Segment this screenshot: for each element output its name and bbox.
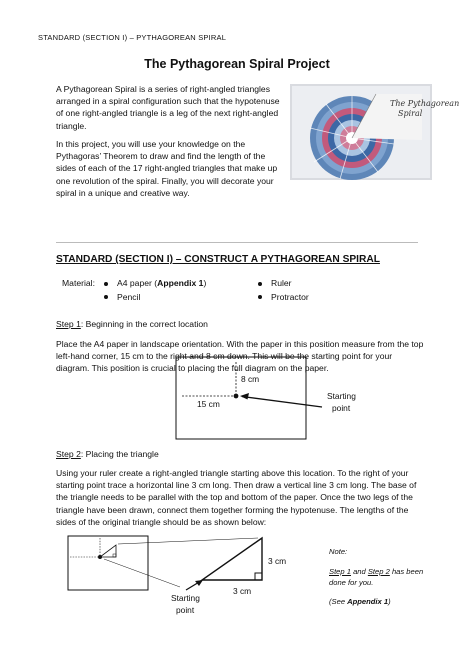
small-triangle: [100, 545, 116, 557]
note-title: Note:: [329, 547, 348, 556]
zoom-line-lower: [104, 559, 180, 587]
diagram-1-start-label-line-2: point: [332, 403, 351, 413]
material-item-protractor: Protractor: [258, 291, 309, 305]
intro-paragraph-1: A Pythagorean Spiral is a series of right-angled triangles arranged in a spiral configuration such that the hypotenuse of one right-angled triangle is a leg of the next right-angled triangle.: [56, 84, 280, 131]
zoom-line-upper: [118, 538, 258, 544]
step-2-text: Using your ruler create a right-angled triangle starting above this location. To the right of your starting point trace a horizontal line 3 cm long. Then draw a vertical line 3 cm long. The base of the triangle needs to be parallel with the top and bottom of the paper. Once the two legs of the triangle have been drawn, connect them together forming the hypotenuse. The lengths of the sides of the original triangle should be as shown below:: [56, 468, 417, 527]
step-2-title: Step 2: Placing the triangle: [56, 449, 159, 459]
material-item-pencil: Pencil: [104, 291, 140, 305]
large-triangle: [202, 538, 262, 580]
arrow-head-icon: [240, 393, 249, 400]
arrow-line: [242, 397, 322, 408]
diagram-1-start-label-line-1: Starting: [327, 391, 356, 401]
photo-caption-line-2: Spiral: [398, 109, 423, 118]
section-heading: STANDARD (SECTION I) – CONSTRUCT A PYTHAGOREAN SPIRAL: [56, 254, 380, 265]
diagram-2-base-label: 3 cm: [233, 586, 252, 596]
diagram-2-start-label-line-2: point: [176, 605, 195, 615]
note-box: [329, 546, 429, 607]
small-right-angle-icon: [113, 554, 116, 557]
bullet-icon: [258, 282, 262, 286]
bullet-icon: [104, 295, 108, 299]
small-starting-point: [98, 555, 102, 559]
paper-outline: [176, 357, 306, 439]
page-title: The Pythagorean Spiral Project: [144, 57, 330, 71]
material-item-ruler: Ruler: [258, 277, 292, 291]
materials-label: Material:: [62, 278, 95, 288]
spiral-photo: [290, 84, 460, 180]
diagram-1-down-label: 8 cm: [241, 374, 260, 384]
step-1-title: Step 1: Beginning in the correct location: [56, 319, 208, 329]
diagram-1-right-label: 15 cm: [197, 399, 220, 409]
diagram-2-start-label-line-1: Starting: [171, 593, 200, 603]
divider: [56, 242, 418, 243]
starting-point-marker: [234, 394, 239, 399]
paper-outline-small: [68, 536, 148, 590]
diagram-2-vertical-label: 3 cm: [268, 556, 287, 566]
large-right-angle-icon: [255, 573, 262, 580]
material-item-a4-paper: A4 paper (Appendix 1): [104, 277, 206, 291]
page-header: STANDARD (SECTION I) – PYTHAGOREAN SPIRAL: [38, 33, 227, 42]
note-appendix-ref: (See Appendix 1): [329, 597, 391, 606]
bullet-icon: [258, 295, 262, 299]
note-text: Step 1 and Step 2 has been done for you.: [329, 567, 424, 587]
step-1-text: Place the A4 paper in landscape orientation. With the paper in this position measure from the top left-hand corner, 15 cm to the right and 8 cm down. This will be the starting point for your diagram. This position is crucial to placing the full diagram on the paper.: [56, 339, 424, 374]
intro-paragraph-2: In this project, you will use your knowledge on the Pythagoras’ Theorem to draw and find the length of the sides of each of the 17 right-angled triangles that make up one revolution of the spiral. Finally, you will decorate your spiral in a unique and creative way.: [56, 139, 278, 198]
start-arrow-head-icon: [195, 580, 203, 586]
photo-caption-line-1: The Pythagorean: [390, 99, 460, 108]
bullet-icon: [104, 282, 108, 286]
